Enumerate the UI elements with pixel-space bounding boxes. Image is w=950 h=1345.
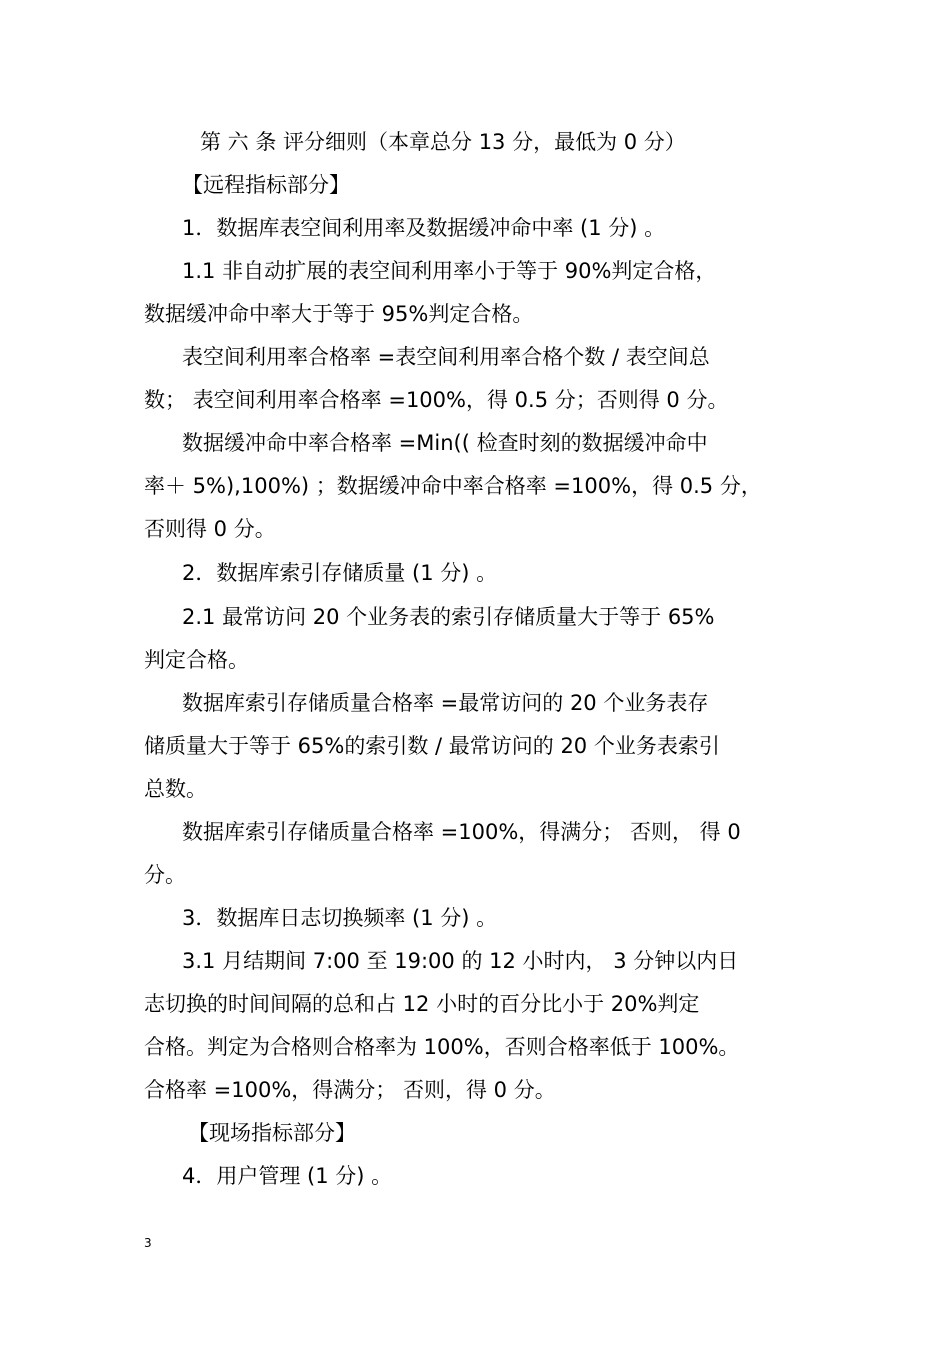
paragraph-line: 率＋ 5%),100%) ；数据缓冲命中率合格率 =100%，得 0.5 分， <box>144 474 762 498</box>
paragraph-line: 总数。 <box>144 777 207 801</box>
paragraph-line: 数据缓冲命中率合格率 =Min(( 检查时刻的数据缓冲命中 <box>182 431 708 455</box>
section-heading-onsite: 【现场指标部分】 <box>188 1121 356 1145</box>
paragraph-line: 3.1 月结期间 7:00 至 19:00 的 12 小时内， 3 分钟以内日 <box>182 949 739 973</box>
article-heading: 第 六 条 评分细则（本章总分 13 分，最低为 0 分） <box>200 130 686 154</box>
paragraph-line: 储质量大于等于 65%的索引数 / 最常访问的 20 个业务表索引 <box>144 734 720 758</box>
section-heading-remote: 【远程指标部分】 <box>182 173 350 197</box>
page-number: 3 <box>144 1236 152 1250</box>
item-4-title: 4．用户管理 (1 分) 。 <box>182 1164 393 1188</box>
item-1-title: 1．数据库表空间利用率及数据缓冲命中率 (1 分) 。 <box>182 216 666 240</box>
paragraph-line: 合格。判定为合格则合格率为 100%，否则合格率低于 100%。 <box>144 1035 740 1059</box>
paragraph-line: 2.1 最常访问 20 个业务表的索引存储质量大于等于 65% <box>182 605 715 629</box>
paragraph-line: 数据缓冲命中率大于等于 95%判定合格。 <box>144 302 534 326</box>
paragraph-line: 数； 表空间利用率合格率 =100%，得 0.5 分；否则得 0 分。 <box>144 388 729 412</box>
paragraph-line: 判定合格。 <box>144 648 249 672</box>
item-2-title: 2．数据库索引存储质量 (1 分) 。 <box>182 561 498 585</box>
item-3-title: 3．数据库日志切换频率 (1 分) 。 <box>182 906 498 930</box>
paragraph-line: 分。 <box>144 863 186 887</box>
paragraph-line: 合格率 =100%，得满分； 否则，得 0 分。 <box>144 1078 556 1102</box>
paragraph-line: 数据库索引存储质量合格率 =最常访问的 20 个业务表存 <box>182 691 709 715</box>
paragraph-line: 志切换的时间间隔的总和占 12 小时的百分比小于 20%判定 <box>144 992 700 1016</box>
paragraph-line: 表空间利用率合格率 =表空间利用率合格个数 / 表空间总 <box>182 345 710 369</box>
paragraph-line: 1.1 非自动扩展的表空间利用率小于等于 90%判定合格， <box>182 259 717 283</box>
paragraph-line: 否则得 0 分。 <box>144 517 276 541</box>
paragraph-line: 数据库索引存储质量合格率 =100%，得满分； 否则， 得 0 <box>182 820 741 844</box>
